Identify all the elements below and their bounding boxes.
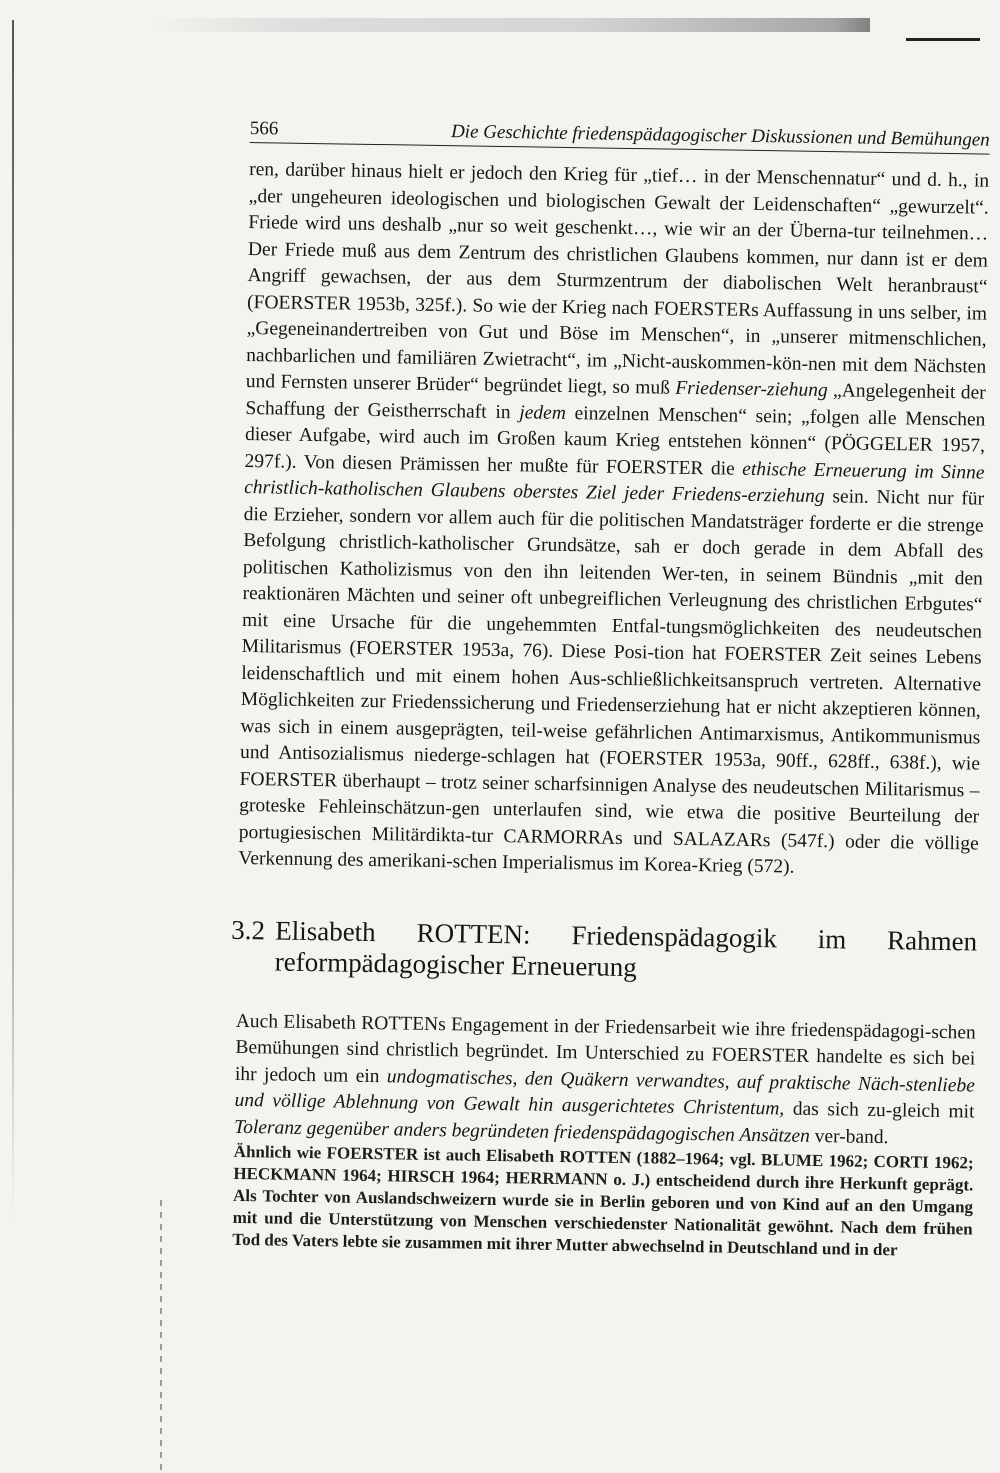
paragraph-3: Ähnlich wie FOERSTER ist auch Elisabeth ROTTEN (1882–1964; vgl. BLUME 1962; CORTI 1962; HECKMANN 1964; HIRSCH 1964; HERRMANN o. J.) entscheidend durch ihre Herkunft geprägt. Als Tochter von Auslandschweizern wurde sie in Berlin geboren und von Kind auf an den Umgang mit und die Unterstützung von Menschen verschiedenster Nationalität gewöhnt. Nach dem frühen Tod des Vaters lebte sie zusammen mit ihrer Mutter abwechselnd in Deutschland und in der <box>232 1141 974 1260</box>
text-run: Auch Elisabeth ROTTENs Engagement in der Friedensarbeit wie ihre friedenspädagogi-schen Bemühungen sind christlich begründet. Im Unterschied zu FOERSTER handelte es sich bei ihr jedoch um ein <box>234 1010 976 1087</box>
text-run: sein. Nicht nur für die Erzieher, sondern vor allem auch für die politischen Mandatsträger forderte er die strenge Befolgung christlich-katholischer Grundsätze, sah er doch gerade in dem Abfall des politischen Katholizismus von den ihn leitenden Wer-ten, in seinem Bündnis „mit den reaktionären Mächten und seiner oft unbegreiflichen Verleugnung des christlichen Erbgutes“ mit eine Ursache für die ungehemmten Entfal-tungsmöglichkeiten des neudeutschen Militarismus (FOERSTER 1953a, 76). Diese Posi-tion hat FOERSTER Zeit seines Lebens leidenschaftlich und mit einem hohen Aus-schließlichkeitsanspruch vertreten. Alternative Möglichkeiten zur Friedenssicherung und Friedenserziehung hat er nicht akzeptieren können, was sich in einem ausgeprägten, teil-weise gefährlichen Antimarxismus, Antikommunismus und Antisozialismus niederge-schlagen hat (FOERSTER 1953a, 90ff., 628ff., 638f.), wie FOERSTER überhaupt – trotz seiner scharfsinnigen Analyse des neudeutschen Militarismus – groteske Fehleinschätzun-gen unterlaufen sind, wie etwa die positive Beurteilung der portugiesischen Militärdikta-tur CARMORRAs und SALAZARs (547f.) oder die völlige Verkennung des amerikani-schen Imperialismus im Korea-Krieg (572). <box>238 486 985 878</box>
running-header <box>250 118 990 155</box>
emphasis-text: Friedenser-ziehung <box>675 377 828 402</box>
running-title: Die Geschichte friedenspädagogischer Diskussionen und Bemühungen <box>450 121 990 151</box>
scan-mark <box>906 38 980 41</box>
scan-gutter-shadow <box>160 1200 162 1473</box>
section-heading <box>231 914 978 988</box>
scan-edge-left <box>12 20 14 1220</box>
scan-edge-top <box>150 18 870 32</box>
page-number: 566 <box>249 118 279 140</box>
book-page <box>232 118 990 1262</box>
section-number: 3.2 <box>231 914 266 945</box>
paragraph-1 <box>238 157 989 884</box>
text-run: ren, darüber hinaus hielt er jedoch den Krieg für „tief… in der Menschennatur“ und d. h., in „der ungeheuren ideologischen und biologischen Gewalt der Leidenschaften“ „gewurzelt“. Friede wird uns deshalb „nur so weit geschenkt…, wie wir an der Überna-tur teilnehmen… Der Friede muß aus dem Zentrum des christlichen Glaubens kommen, nur dann ist er dem Angriff gewachsen, der aus dem Sturmzentrum der diabolischen Welt heranbraust“ (FOERSTER 1953b, 325f.). So wie der Krieg nach FOERSTERs Auffassung in uns selber, im „Gegeneinandertreiben von Gut und Böse im Menschen“, in „unserer mitmenschlichen, nachbarlichen und familiären Zwietracht“, im „Nicht-auskommen-kön-nen mit dem Nächsten und Fernsten unserer Brüder“ begründet liegt, so muß <box>245 158 990 399</box>
emphasis-text: undogmatisches, den Quäkern verwandtes, auf praktische Näch-stenliebe und völlige Ablehnung von Gewalt hin ausgerichtetes Christentum, <box>234 1065 976 1120</box>
paragraph-2 <box>234 1008 976 1152</box>
emphasis-text: jedem <box>519 401 567 424</box>
section-title: Elisabeth ROTTEN: Friedenspädagogik im Rahmen reformpädagogischer Erneuerung <box>274 914 978 982</box>
main-text <box>232 157 989 1262</box>
text-run: „Angelegenheit der Schaffung der Geistherrschaft in <box>245 380 986 423</box>
text-run: einzelnen Menschen“ sein; „folgen alle Menschen dieser Aufgabe, wird auch im Großen kaum Krieg entstehen können“ (PÖGGELER 1957, 297f.). Von diesen Prämissen her mußte für FOERSTER die <box>244 402 986 480</box>
text-run: das sich zu-gleich mit <box>784 1098 975 1123</box>
emphasis-text: ethische Erneuerung im Sinne christlich-katholischen Glaubens oberstes Ziel jeder Friedens-erziehung <box>244 458 985 508</box>
emphasis-text: Toleranz gegenüber anders begründeten friedenspädagogischen Ansätzen <box>233 1116 810 1147</box>
text-run: ver-band. <box>809 1125 889 1148</box>
